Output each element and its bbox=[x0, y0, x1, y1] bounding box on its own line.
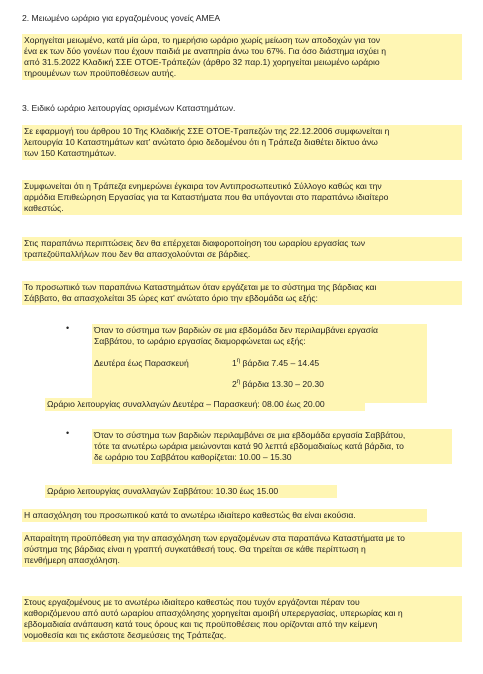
shift-2: $2^\eta$ βάρδια 13.30 – 20.30 bbox=[232, 379, 324, 389]
bullet-2-line-1: Όταν το σύστημα των βαρδιών περιλαμβάνει σε μια εβδομάδα εργασία Σαββάτου, bbox=[94, 430, 406, 440]
paragraph-2-line-1: Συμφωνείται ότι η Τράπεζα ενημερώνει έγκαιρα τον Αντιπροσωπευτικό Σύλλογο καθώς και την bbox=[24, 181, 382, 191]
section-2-line-4: τηρουμένων των προϋποθέσεων αυτής. bbox=[24, 68, 177, 78]
bullet-2-marker: • bbox=[66, 428, 70, 438]
paragraph-6-line-2: καθοριζόμενου από αυτό ωραρίου απασχόλησης χορηγείται αμοιβή υπερεργασίας, υπερωρίας και η bbox=[24, 608, 403, 618]
transactions-saturday: Ωράριο λειτουργίας συναλλαγών Σαββάτου: 10.30 έως 15.00 bbox=[47, 486, 279, 496]
paragraph-4-line-1: Το προσωπικό των παραπάνω Καταστημάτων όταν εργάζεται με το σύστημα της βάρδιας και bbox=[24, 282, 377, 292]
bullet-1-line-1: Όταν το σύστημα των βαρδιών σε μια εβδομάδα δεν περιλαμβάνει εργασία bbox=[94, 325, 378, 335]
shift-days: Δευτέρα έως Παρασκευή bbox=[94, 358, 189, 368]
paragraph-5-line-1: Απαραίτητη προϋπόθεση για την απασχόληση των εργαζομένων στα παραπάνω Καταστήματα με το bbox=[24, 533, 405, 543]
paragraph-1-line-3: των 150 Καταστημάτων. bbox=[24, 148, 117, 158]
paragraph-6-line-1: Στους εργαζομένους με το ανωτέρω ιδιαίτερο καθεστώς που τυχόν εργάζονται πέραν του bbox=[24, 597, 360, 607]
section-2-heading: 2. Μειωμένο ωράριο για εργαζομένους γονείς ΑΜΕΑ bbox=[22, 13, 221, 23]
section-2-line-3: από 31.5.2022 Κλαδική ΣΣΕ ΟΤΟΕ-Τράπεζών (άρθρο 32 παρ.1) χορηγείται μειωμένο ωράριο bbox=[24, 57, 380, 67]
paragraph-6-line-3: εβδομαδιαία ανάπαυση κατά τους όρους και τις προϋποθέσεις που ορίζονται από την κείμενη bbox=[24, 619, 378, 629]
voluntary-statement: Η απασχόληση του προσωπικού κατά το ανωτέρω ιδιαίτερο καθεστώς θα είναι εκούσια. bbox=[24, 510, 356, 520]
paragraph-1-line-1: Σε εφαρμογή του άρθρου 10 Της Κλαδικής ΣΣΕ ΟΤΟΕ-Τραπεζών της 22.12.2006 συμφωνείται η bbox=[24, 126, 390, 136]
paragraph-3-line-2: τραπεζοϋπαλλήλων που δεν θα απασχολούνται σε βάρδιες. bbox=[24, 249, 251, 259]
paragraph-2-line-3: καθεστώς. bbox=[24, 203, 64, 213]
paragraph-5-line-3: πενθήμερη απασχόληση. bbox=[24, 555, 120, 565]
section-2-line-2: ένα εκ των δύο γονέων που έχουν παιδιά με αναπηρία άνω του 67%. Για όσο διάστημα ισχύει η bbox=[24, 46, 386, 56]
shift-1: $1^\eta$ βάρδια 7.45 – 14.45 bbox=[232, 358, 320, 368]
paragraph-5-line-2: σύστημα της βάρδιας είναι η γραπτή συγκατάθεσή τους. Θα τηρείται σε κάθε περίπτωση η bbox=[24, 544, 366, 554]
transactions-weekday: Ωράριο λειτουργίας συναλλαγών Δευτέρα – Παρασκευή: 08.00 έως 20.00 bbox=[47, 399, 325, 409]
paragraph-3-line-1: Στις παραπάνω περιπτώσεις δεν θα επέρχεται διαφοροποίηση του ωραρίου εργασίας των bbox=[24, 238, 366, 248]
bullet-2-line-2: τότε τα ανωτέρω ωράρια μειώνονται κατά 90 λεπτά εβδομαδιαίως κατά βάρδια, το bbox=[94, 441, 404, 451]
paragraph-1-line-2: λειτουργία 10 Καταστημάτων κατ' ανώτατο όριο δεδομένου ότι η Τράπεζα διαθέτει δίκτυο άνω bbox=[24, 137, 378, 147]
bullet-2-line-3: δε ωράριο του Σαββάτου καθορίζεται: 10.00 – 15.30 bbox=[94, 452, 292, 462]
bullet-1-marker: • bbox=[66, 323, 70, 333]
section-2-line-1: Χορηγείται μειωμένο, κατά μία ώρα, το ημερήσιο ωράριο χωρίς μείωση των αποδοχών για τον bbox=[24, 35, 381, 45]
section-3-heading: 3. Ειδικό ωράριο λειτουργίας ορισμένων Καταστημάτων. bbox=[22, 103, 236, 113]
bullet-1-line-2: Σαββάτου, το ωράριο εργασίας διαμορφώνεται ως εξής: bbox=[94, 336, 306, 346]
paragraph-4-line-2: Σάββατο, θα απασχολείται 35 ώρες κατ' ανώτατο όριο την εβδομάδα ως εξής: bbox=[24, 293, 318, 303]
paragraph-2-line-2: αρμόδια Επιθεώρηση Εργασίας για τα Καταστήματα που θα υπάγονται στο παραπάνω ιδιαίτερο bbox=[24, 192, 389, 202]
paragraph-6-line-4: νομοθεσία και τις εκάστοτε δεσμεύσεις της Τράπεζας. bbox=[24, 630, 227, 640]
